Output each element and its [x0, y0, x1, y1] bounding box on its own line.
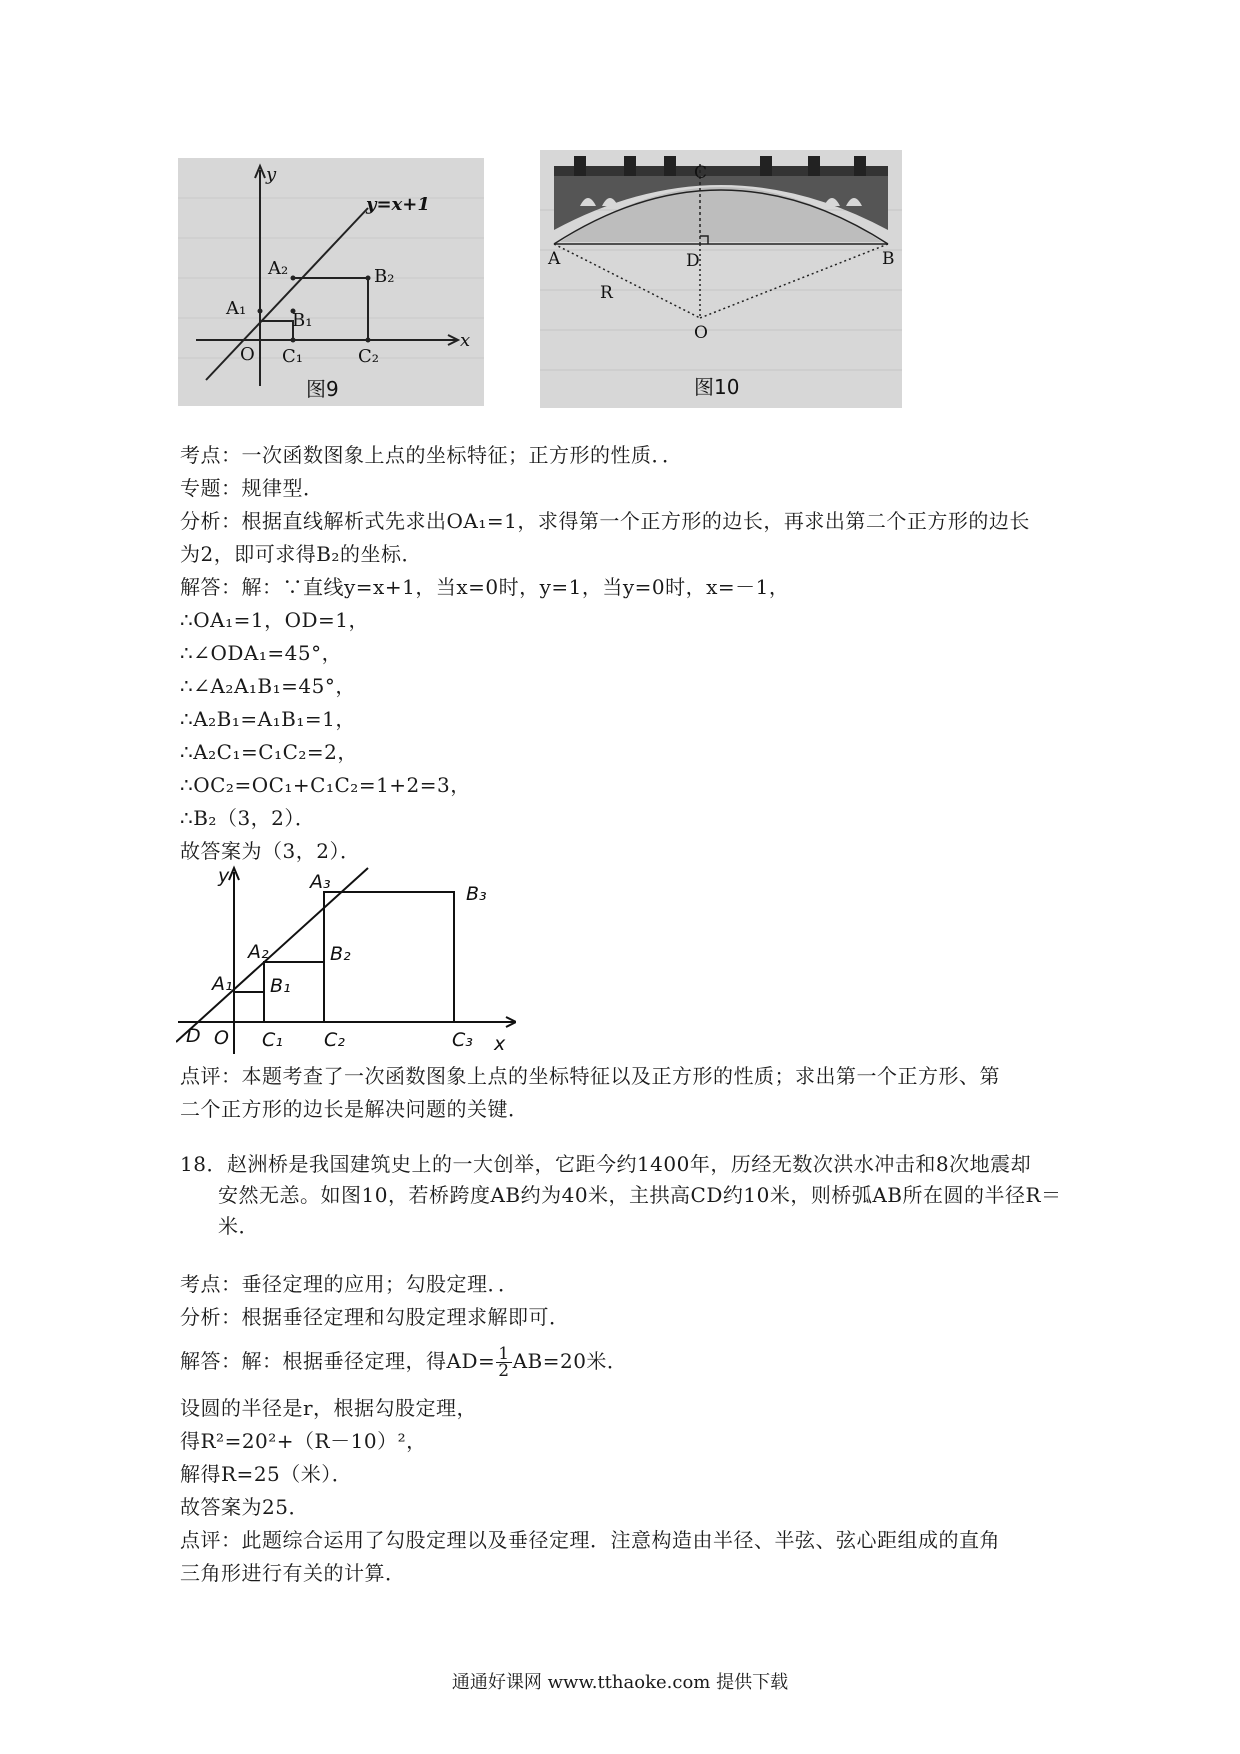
label-o: O [240, 344, 255, 365]
q17-fenxi-2: 为2，即可求得B₂的坐标． [180, 542, 422, 566]
label-b1: B₁ [292, 310, 313, 331]
line-label: y=x+1 [366, 194, 430, 215]
q17-step-6: ∴OC₂=OC₁+C₁C₂=1+2=3， [180, 773, 471, 797]
label-y: y [218, 865, 230, 887]
q17-fenxi-1: 分析：根据直线解析式先求出OA₁=1，求得第一个正方形的边长，再求出第二个正方形的边长 [180, 509, 1030, 533]
q17-step-7: ∴B₂（3，2）． [180, 806, 316, 830]
radius-oa [554, 244, 700, 318]
figure-9-graph [178, 158, 484, 406]
q18-step-1: 设圆的半径是r，根据勾股定理， [180, 1396, 478, 1420]
q18-jieda-post: AB=20米． [512, 1349, 628, 1373]
label-a3: A₃ [310, 871, 331, 893]
q17-step-5: ∴A₂C₁=C₁C₂=2， [180, 740, 358, 764]
squares-figure [176, 864, 516, 1060]
q17-dianping-2: 二个正方形的边长是解决问题的关键． [180, 1097, 529, 1121]
label-d: D [186, 1025, 201, 1047]
q18-text-1: 18．赵洲桥是我国建筑史上的一大创举，它距今约1400年，历经无数次洪水冲击和8次地震却 [180, 1152, 1032, 1176]
q18-step-3: 解得R=25（米）． [180, 1462, 353, 1486]
page-footer: 通通好课网 www.tthaoke.com 提供下载 [451, 1672, 789, 1693]
label-c1: C₁ [262, 1029, 283, 1051]
figure-9 [178, 158, 484, 406]
label-b1: B₁ [270, 975, 291, 997]
q18-text-2: 安然无恙。如图10，若桥跨度AB约为40米，主拱高CD约10米，则桥弧AB所在圆的半径R＝ [218, 1183, 1062, 1207]
label-c: C [694, 163, 708, 183]
label-b2: B₂ [330, 943, 351, 965]
q17-dianping-1: 点评：本题考查了一次函数图象上点的坐标特征以及正方形的性质；求出第一个正方形、第 [180, 1064, 1000, 1088]
squares-graph [176, 864, 516, 1060]
label-o: O [214, 1027, 229, 1049]
label-c3: C₃ [452, 1029, 473, 1051]
label-a1: A₁ [226, 298, 247, 319]
square-1 [260, 321, 293, 340]
label-b2: B₂ [374, 266, 395, 287]
q18-answer: 故答案为25． [180, 1495, 309, 1519]
figure-10-caption: 图10 [694, 375, 740, 399]
q17-step-1: ∴OA₁=1，OD=1， [180, 608, 369, 632]
radius-ob [700, 244, 888, 318]
label-a1: A₁ [212, 973, 233, 995]
figure-10 [540, 150, 902, 408]
label-b: B [882, 249, 895, 269]
label-o: O [694, 323, 708, 343]
square-1 [234, 992, 264, 1022]
label-x: x [494, 1033, 506, 1055]
figure-10-bridge [540, 150, 902, 408]
q17-answer: 故答案为（3，2）． [180, 839, 361, 863]
label-c2: C₂ [324, 1029, 345, 1051]
q17-jieda: 解答：解：∵直线y=x+1，当x=0时，y=1，当y=0时，x=－1， [180, 575, 790, 599]
q18-text-3: 米． [218, 1214, 259, 1238]
q18-jieda [180, 1346, 627, 1379]
bridge-deck [554, 166, 888, 176]
q18-kaodian: 考点：垂径定理的应用；勾股定理．． [180, 1272, 519, 1296]
label-a2: A₂ [268, 258, 289, 279]
q18-step-2: 得R²=20²+（R－10）²， [180, 1429, 427, 1453]
q18-fenxi: 分析：根据垂径定理和勾股定理求解即可． [180, 1305, 570, 1329]
figure-9-caption: 图9 [306, 377, 339, 401]
label-b3: B₃ [466, 883, 487, 905]
x-label: x [460, 330, 471, 351]
y-label: y [266, 164, 277, 185]
label-c2: C₂ [358, 346, 379, 367]
label-r: R [600, 283, 613, 303]
q17-step-2: ∴∠ODA₁=45°， [180, 641, 343, 665]
q17-step-3: ∴∠A₂A₁B₁=45°， [180, 674, 356, 698]
fraction-one-half: $\frac{1}{2}$ [498, 1344, 510, 1381]
q17-kaodian: 考点：一次函数图象上点的坐标特征；正方形的性质．． [180, 443, 683, 467]
label-a2: A₂ [248, 941, 269, 963]
label-a: A [548, 249, 561, 269]
q18-dianping-2: 三角形进行有关的计算． [180, 1561, 406, 1585]
q18-dianping-1: 点评：此题综合运用了勾股定理以及垂径定理．注意构造由半径、半弦、弦心距组成的直角 [180, 1528, 1000, 1552]
q17-zhuanti: 专题：规律型． [180, 476, 324, 500]
label-c1: C₁ [282, 346, 303, 367]
q18-jieda-pre: 解答：解：根据垂径定理，得AD= [180, 1349, 496, 1373]
q17-step-4: ∴A₂B₁=A₁B₁=1， [180, 707, 356, 731]
label-d: D [686, 251, 700, 271]
